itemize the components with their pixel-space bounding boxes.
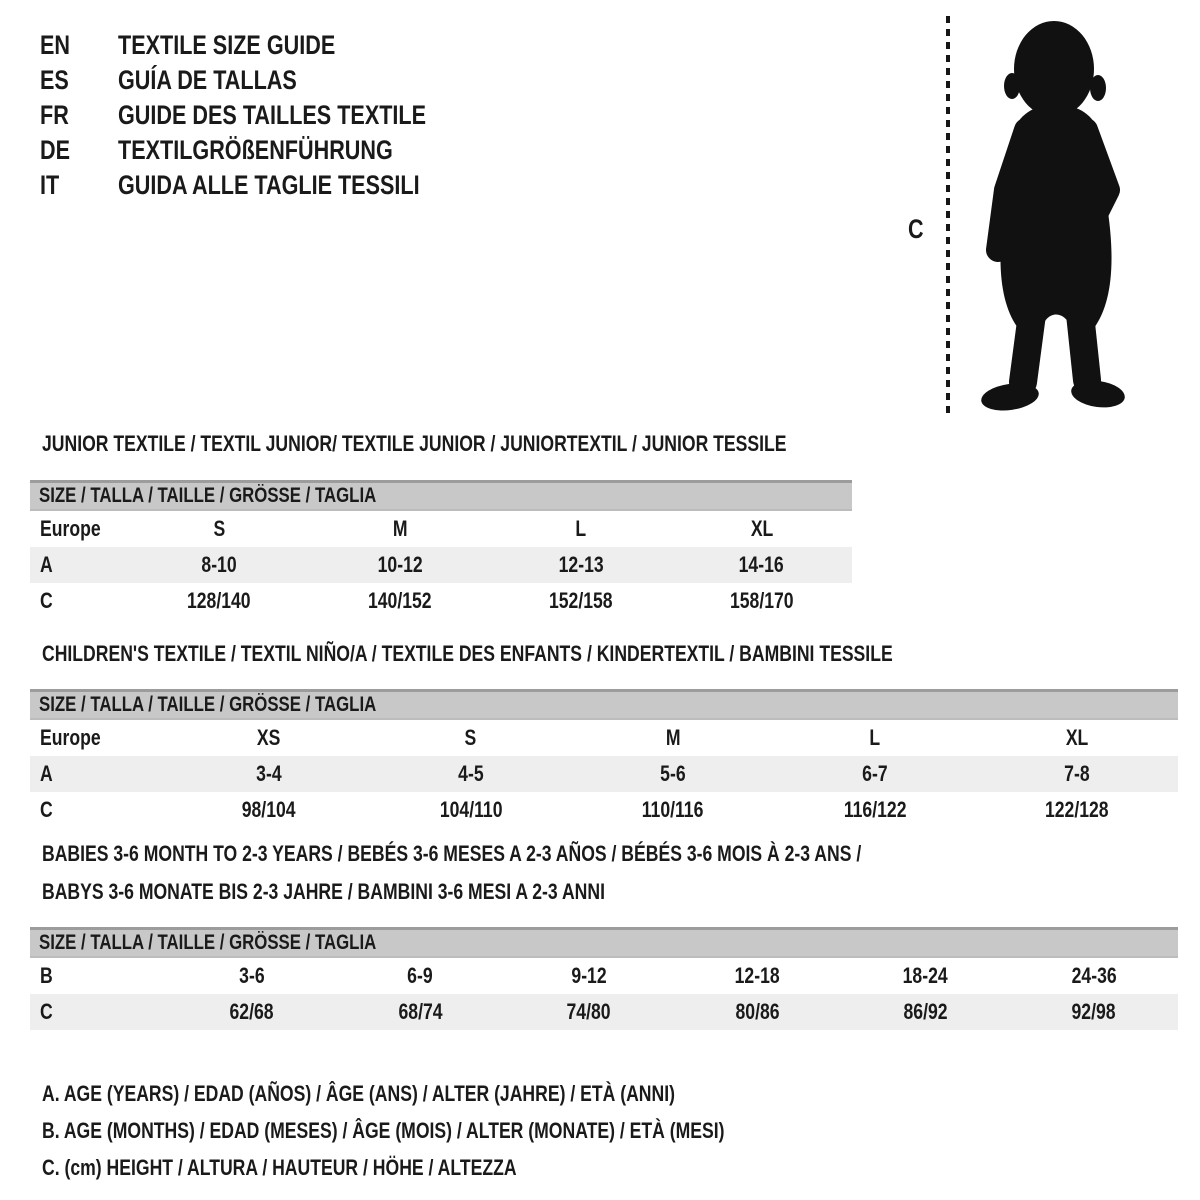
language-row-de [40, 133, 503, 168]
height-measure-dashed-line [946, 16, 950, 416]
language-label: GUIDA ALLE TAGLIE TESSILI [118, 170, 420, 200]
language-label: TEXTILE SIZE GUIDE [118, 30, 336, 60]
table-cell: M [392, 516, 408, 541]
children-table [30, 720, 1178, 828]
table-cell: 12-18 [734, 963, 780, 988]
height-measure-label: C [908, 214, 924, 244]
table-cell: 4-5 [458, 761, 484, 786]
legend-line-a: A. AGE (YEARS) / EDAD (AÑOS) / ÂGE (ANS) / ALTER (JAHRE) / ETÀ (ANNI) [42, 1081, 675, 1106]
table-cell: 3-4 [256, 761, 282, 786]
table-cell: L [869, 725, 881, 750]
table-row-europe [30, 511, 852, 547]
table-row-a [30, 547, 852, 583]
table-cell: 116/122 [843, 797, 907, 822]
table-cell: 92/98 [1071, 999, 1116, 1024]
children-size-table [30, 689, 1178, 828]
legend-line-c: C. (cm) HEIGHT / ALTURA / HAUTEUR / HÖHE / ALTEZZA [42, 1155, 517, 1180]
table-cell: 68/74 [398, 999, 443, 1024]
language-code: IT [40, 170, 60, 200]
language-code: EN [40, 30, 71, 60]
babies-table-title-line2: BABYS 3-6 MONATE BIS 2-3 JAHRE / BAMBINI 3-6 MESI A 2-3 ANNI [42, 879, 605, 904]
table-cell: 62/68 [229, 999, 274, 1024]
table-cell: 80/86 [735, 999, 780, 1024]
table-cell: 14-16 [739, 552, 785, 577]
row-label: C [40, 797, 53, 822]
language-label: TEXTILGRÖßENFÜHRUNG [118, 135, 393, 165]
table-cell: 24-36 [1071, 963, 1117, 988]
junior-table [30, 511, 852, 619]
table-cell: XS [257, 725, 281, 750]
table-cell: 158/170 [729, 588, 794, 613]
row-label: Europe [40, 516, 101, 541]
table-row-c [30, 994, 1178, 1030]
row-label: B [40, 963, 53, 988]
language-code: ES [40, 65, 69, 95]
table-row-b [30, 958, 1178, 994]
table-row-europe [30, 720, 1178, 756]
table-cell: 6-9 [407, 963, 434, 988]
children-table-title: CHILDREN'S TEXTILE / TEXTIL NIÑO/A / TEXTILE DES ENFANTS / KINDERTEXTIL / BAMBINI TESSILE [42, 641, 893, 666]
language-list [40, 28, 503, 203]
babies-table-title-line1: BABIES 3-6 MONTH TO 2-3 YEARS / BEBÉS 3-6 MESES A 2-3 AÑOS / BÉBÉS 3-6 MOIS À 2-3 ANS / [42, 841, 862, 866]
baby-silhouette-icon [966, 14, 1136, 414]
babies-size-table [30, 927, 1178, 1030]
table-cell: 3-6 [239, 963, 265, 988]
language-row-en [40, 28, 503, 63]
table-cell: M [665, 725, 681, 750]
table-cell: 10-12 [377, 552, 423, 577]
table-cell: S [464, 725, 477, 750]
table-row-c [30, 792, 1178, 828]
language-row-es [40, 63, 503, 98]
junior-size-table [30, 480, 852, 619]
language-row-it [40, 168, 503, 203]
size-header-band: SIZE / TALLA / TAILLE / GRÖSSE / TAGLIA [30, 480, 852, 511]
table-cell: 128/140 [187, 588, 251, 613]
junior-table-title: JUNIOR TEXTILE / TEXTIL JUNIOR/ TEXTILE JUNIOR / JUNIORTEXTIL / JUNIOR TESSILE [42, 431, 787, 456]
row-label: C [40, 999, 53, 1024]
size-header-band: SIZE / TALLA / TAILLE / GRÖSSE / TAGLIA [30, 927, 1178, 958]
language-label: GUIDE DES TAILLES TEXTILE [118, 100, 427, 130]
table-row-c [30, 583, 852, 619]
language-code: FR [40, 100, 69, 130]
table-cell: 7-8 [1064, 761, 1090, 786]
table-cell: L [575, 516, 587, 541]
table-cell: 140/152 [368, 588, 432, 613]
table-cell: 18-24 [902, 963, 948, 988]
table-cell: 86/92 [903, 999, 948, 1024]
size-header-band: SIZE / TALLA / TAILLE / GRÖSSE / TAGLIA [30, 689, 1178, 720]
table-cell: 12-13 [558, 552, 604, 577]
row-label: C [40, 588, 53, 613]
table-cell: 8-10 [201, 552, 237, 577]
legend [42, 1075, 895, 1186]
table-cell: 122/128 [1045, 797, 1109, 822]
legend-line-b: B. AGE (MONTHS) / EDAD (MESES) / ÂGE (MOIS) / ALTER (MONATE) / ETÀ (MESI) [42, 1118, 725, 1143]
language-row-fr [40, 98, 503, 133]
table-cell: 152/158 [548, 588, 613, 613]
table-row-a [30, 756, 1178, 792]
table-cell: 98/104 [241, 797, 296, 822]
table-cell: S [213, 516, 225, 541]
table-cell: 5-6 [660, 761, 686, 786]
table-cell: XL [1065, 725, 1089, 750]
table-cell: 110/116 [642, 797, 704, 822]
table-cell: 104/110 [439, 797, 503, 822]
babies-table [30, 958, 1178, 1030]
table-cell: XL [750, 516, 773, 541]
row-label: Europe [40, 725, 101, 750]
language-code: DE [40, 135, 71, 165]
row-label: A [40, 552, 53, 577]
language-label: GUÍA DE TALLAS [118, 65, 297, 95]
table-cell: 6-7 [862, 761, 888, 786]
row-label: A [40, 761, 53, 786]
table-cell: 9-12 [571, 963, 607, 988]
table-cell: 74/80 [566, 999, 611, 1024]
